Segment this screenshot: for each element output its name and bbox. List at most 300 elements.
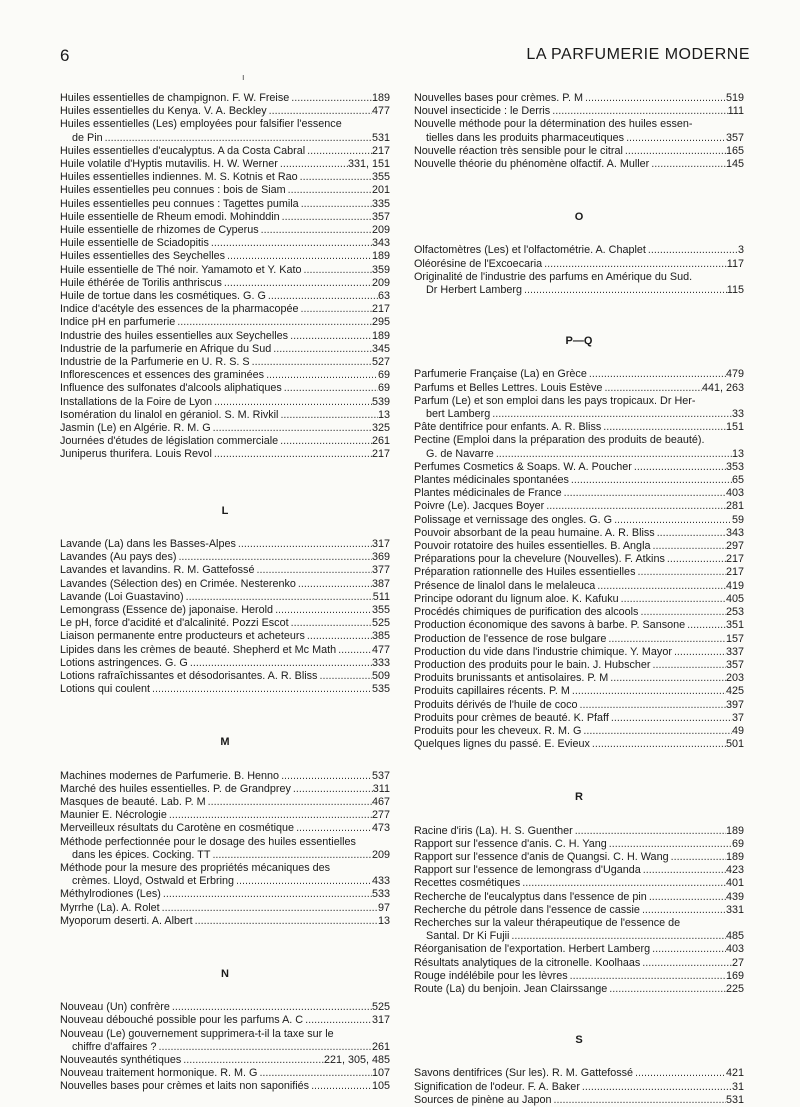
entry-title: Nouvelle réaction très sensible pour le citral [414, 144, 623, 157]
entry-page: 359 [371, 263, 390, 276]
entry-title: Masques de beauté. Lab. P. M [60, 795, 206, 808]
index-entry [60, 303, 390, 316]
entry-page: 467 [371, 795, 390, 808]
index-entry [60, 105, 390, 118]
dot-leader [646, 244, 738, 257]
entry-page: 369 [371, 551, 390, 564]
index-entry [414, 943, 744, 956]
section-h-i-j [60, 92, 390, 462]
entry-page: 325 [371, 422, 390, 435]
dot-leader [234, 875, 372, 888]
index-entry [414, 738, 744, 751]
entry-title: Recettes cosmétiques [414, 877, 521, 890]
index-entry [414, 92, 744, 105]
index-entry [60, 591, 390, 604]
index-entry [414, 725, 744, 738]
entry-title: Rapport sur l'essence d'anis. C. H. Yang [414, 837, 607, 850]
index-entry [60, 617, 390, 630]
entry-page: 385 [371, 630, 390, 643]
index-entry [60, 1001, 390, 1014]
index-entry [414, 566, 744, 579]
index-entry [414, 838, 744, 851]
entry-page: 217 [371, 303, 390, 316]
dot-leader [647, 891, 726, 904]
index-entry [414, 580, 744, 593]
section-heading-r: R [575, 791, 583, 804]
index-entry [414, 891, 744, 904]
entry-title: Lipides dans les crèmes de beauté. Shepherd et Mc Math [60, 643, 337, 656]
entry-continuation [414, 930, 744, 943]
dot-leader [267, 105, 372, 118]
dot-leader [278, 158, 348, 171]
entry-title: Plantes médicinales de France [414, 487, 562, 500]
entry-page: 13 [731, 447, 744, 460]
dot-leader [278, 409, 378, 422]
entry-title: Principe odorant du lignum aloe. K. Kafuku [414, 592, 619, 605]
dot-leader [303, 1014, 372, 1027]
dot-leader [522, 284, 727, 297]
dot-leader [509, 930, 726, 943]
entry-page: 485 [725, 930, 744, 943]
entry-page: 527 [371, 356, 390, 369]
dot-leader [211, 422, 372, 435]
dot-leader [193, 915, 378, 928]
entry-title: Nouvel insecticide : le Derris [414, 105, 551, 118]
dot-leader [602, 382, 702, 395]
index-entry [60, 1028, 390, 1054]
entry-title: Parfums et Belles Lettres. Louis Estève [414, 381, 603, 394]
entry-page: 353 [725, 460, 744, 473]
index-entry [60, 796, 390, 809]
index-entry [414, 1094, 744, 1107]
entry-title: Recherche de l'eucalyptus dans l'essence de pin [414, 890, 647, 903]
entry-title: Nouvelles bases pour crèmes. P. M [414, 92, 584, 104]
entry-title: Myoporum deserti. A. Albert [60, 914, 193, 927]
dot-leader [650, 943, 726, 956]
entry-title-continued: de Pin [72, 131, 103, 144]
section-s [414, 1067, 744, 1107]
index-entry [60, 888, 390, 901]
index-entry [414, 646, 744, 659]
entry-page: 337 [725, 645, 744, 658]
section-heading-n: N [221, 967, 229, 980]
index-entry [414, 699, 744, 712]
dot-leader [619, 593, 726, 606]
dot-leader [583, 92, 726, 105]
dot-leader [520, 877, 726, 890]
index-entry [60, 277, 390, 290]
entry-page: 145 [725, 158, 744, 171]
dot-leader [655, 527, 726, 540]
entry-page: 317 [371, 537, 390, 550]
entry-page: 357 [725, 658, 744, 671]
index-entry [60, 630, 390, 643]
index-entry [60, 770, 390, 783]
index-entry [60, 683, 390, 696]
entry-page: 401 [725, 877, 744, 890]
dot-leader [273, 604, 372, 617]
entry-page: 355 [371, 603, 390, 616]
entry-title: Lotions rafraîchissantes et désodorisantes. A. R. Bliss [60, 669, 318, 682]
entry-page: 403 [725, 487, 744, 500]
dot-leader [581, 725, 732, 738]
index-entry [60, 211, 390, 224]
index-entry [414, 514, 744, 527]
dot-leader [632, 461, 726, 474]
entry-page: 169 [725, 969, 744, 982]
entry-page: 331, 151 [347, 158, 390, 171]
index-entry [60, 670, 390, 683]
dot-leader [298, 171, 372, 184]
entry-title: Réorganisation de l'exportation. Herbert Lamberg [414, 943, 651, 956]
index-entry [60, 448, 390, 461]
index-entry [60, 118, 390, 144]
entry-page: 209 [371, 224, 390, 237]
entry-title: Nouvelle théorie du phénomène olfactif. A. Muller [414, 158, 650, 171]
entry-title: Huile éthérée de Torilis anthriscus [60, 276, 222, 289]
entry-page: 209 [371, 848, 390, 861]
dot-leader [299, 303, 372, 316]
index-entry [60, 158, 390, 171]
dot-leader [103, 132, 372, 145]
index-entry [60, 1080, 390, 1093]
dot-leader [612, 514, 732, 527]
entry-page: 225 [725, 982, 744, 995]
entry-title: Huiles essentielles (Les) employées pour falsifier l'essence [60, 118, 342, 131]
dot-leader [641, 864, 726, 877]
index-entry [414, 158, 744, 171]
dot-leader [606, 633, 726, 646]
entry-title: Huile essentielle de rhizomes de Cyperus [60, 224, 259, 237]
dot-leader [181, 1054, 324, 1067]
index-entry [414, 500, 744, 513]
dot-leader [685, 619, 726, 632]
dot-leader [209, 237, 372, 250]
page-number: 6 [60, 46, 70, 65]
entry-page: 345 [371, 342, 390, 355]
entry-page: 531 [725, 1093, 744, 1106]
entry-continuation [414, 284, 744, 297]
entry-page: 423 [725, 864, 744, 877]
dot-leader [568, 970, 726, 983]
entry-page: 13 [377, 408, 390, 421]
index-entry [60, 422, 390, 435]
index-entry [60, 250, 390, 263]
entry-title: Lemongrass (Essence de) japonaise. Herold [60, 603, 274, 616]
index-entry [414, 659, 744, 672]
print-mark: ı [242, 72, 245, 82]
entry-page: 189 [725, 824, 744, 837]
dot-leader [587, 368, 726, 381]
entry-title: Huiles essentielles de champignon. F. W. Freise [60, 92, 290, 104]
entry-title: Huile essentielle de Sciadopitis [60, 237, 209, 250]
entry-page: 63 [377, 290, 390, 303]
dot-leader [633, 1067, 726, 1080]
index-entry [414, 957, 744, 970]
index-entry [60, 836, 390, 862]
entry-page: 355 [371, 171, 390, 184]
dot-leader [305, 145, 372, 158]
dot-leader [170, 1001, 372, 1014]
entry-page: 189 [725, 850, 744, 863]
entry-title: Résultats analytiques de la citronelle. Koolhaas [414, 956, 641, 969]
dot-leader [669, 851, 726, 864]
index-entry [414, 970, 744, 983]
entry-continuation [60, 849, 390, 862]
dot-leader [222, 277, 372, 290]
dot-leader [286, 184, 372, 197]
index-entry [414, 851, 744, 864]
entry-page: 531 [371, 131, 390, 144]
entry-title: Produits brunissants et antisolaires. P. M [414, 672, 609, 685]
entry-page: 117 [726, 257, 744, 270]
entry-title: Production de l'essence de rose bulgare [414, 632, 607, 645]
entry-page: 477 [371, 105, 390, 118]
entry-title: Huiles essentielles d'eucalyptus. A da Costa Cabral [60, 144, 306, 157]
dot-leader [279, 770, 372, 783]
index-entry [414, 474, 744, 487]
index-entry [414, 271, 744, 297]
dot-leader [176, 551, 372, 564]
dot-leader [490, 408, 732, 421]
entry-page: 69 [377, 369, 390, 382]
running-title: LA PARFUMERIE MODERNE [526, 46, 750, 63]
entry-title: Préparations pour la chevelure (Nouvelles). F. Atkins [414, 553, 665, 566]
entry-title: Originalité de l'industrie des parfums en Amérique du Sud. [414, 270, 693, 283]
entry-title: Lotions astringences. G. G [60, 656, 188, 669]
entry-continuation [60, 132, 390, 145]
entry-title: Juniperus thurifera. Louis Revol [60, 448, 212, 461]
entry-page: 297 [725, 540, 744, 553]
section-heading-pq: P—Q [565, 335, 593, 348]
entry-page: 189 [371, 329, 390, 342]
index-entry [414, 904, 744, 917]
index-entry [414, 1067, 744, 1080]
dot-leader [609, 712, 732, 725]
entry-page: 343 [725, 526, 744, 539]
dot-leader [650, 540, 726, 553]
index-entry [60, 343, 390, 356]
entry-page: 525 [371, 1001, 390, 1014]
index-entry [414, 619, 744, 632]
entry-title: Production économique des savons à barbe. P. Sansone [414, 619, 686, 632]
index-entry [414, 395, 744, 421]
section-heading-s: S [575, 1034, 583, 1047]
entry-page: 405 [725, 592, 744, 605]
dot-leader [188, 657, 372, 670]
dot-leader [608, 672, 726, 685]
dot-leader [299, 198, 372, 211]
dot-leader [494, 448, 732, 461]
entry-page: 105 [371, 1080, 390, 1093]
dot-leader [650, 659, 726, 672]
entry-page: 261 [371, 435, 390, 448]
entry-title: Pectine (Emploi dans la préparation des produits de beauté). [414, 434, 705, 447]
entry-title: Pouvoir rotatoire des huiles essentielles. B. Angla [414, 540, 651, 553]
dot-leader [638, 606, 726, 619]
entry-title: Quelques lignes du passé. E. Evieux [414, 738, 590, 751]
entry-page: 473 [371, 822, 390, 835]
entry-title: Indice pH en parfumerie [60, 316, 176, 329]
dot-leader [302, 264, 372, 277]
dot-leader [250, 356, 372, 369]
entry-title: Produits pour crèmes de beauté. K. Pfaff [414, 711, 609, 724]
entry-continuation [60, 1041, 390, 1054]
dot-leader [150, 683, 372, 696]
entry-title-continued: bert Lamberg [426, 408, 491, 421]
entry-title: Méthode pour la mesure des propriétés mécaniques des [60, 861, 331, 874]
entry-page: 519 [725, 92, 744, 104]
entry-page: 221, 305, 485 [323, 1053, 390, 1066]
index-entry [414, 712, 744, 725]
entry-page: 13 [377, 914, 390, 927]
entry-page: 539 [371, 395, 390, 408]
section-heading-m: M [220, 736, 230, 749]
index-entry [414, 434, 744, 460]
index-entry [60, 783, 390, 796]
entry-page: 419 [725, 579, 744, 592]
entry-title: Nouveau (Un) confrère [60, 1001, 170, 1014]
entry-title-continued: crèmes. Lloyd, Ostwald et Erbring [72, 875, 235, 888]
dot-leader [640, 957, 732, 970]
dot-leader [254, 564, 372, 577]
entry-title-continued: Dr Herbert Lamberg [426, 284, 523, 297]
index-entry [414, 487, 744, 500]
dot-leader [184, 591, 373, 604]
index-column-left [60, 92, 390, 1094]
dot-leader [544, 500, 726, 513]
index-entry [414, 461, 744, 474]
entry-title: Signification de l'odeur. F. A. Baker [414, 1080, 580, 1093]
entry-title: Recherche du pétrole dans l'essence de cassie [414, 903, 640, 916]
dot-leader [649, 158, 726, 171]
entry-title: Présence de linalol dans le melaleuca [414, 579, 596, 592]
index-entry [414, 145, 744, 158]
entry-title: Huiles essentielles peu connues : bois de Siam [60, 184, 286, 197]
entry-title: Huiles essentielles du Kenya. V. A. Beckley [60, 105, 267, 118]
entry-title: Production des produits pour le bain. J. Hubscher [414, 658, 651, 671]
entry-page: 433 [371, 875, 390, 888]
index-entry [414, 118, 744, 144]
entry-page: 377 [371, 564, 390, 577]
entry-title: Pâte dentifrice pour enfants. A. R. Bliss [414, 421, 602, 434]
index-entry [414, 553, 744, 566]
dot-leader [266, 290, 378, 303]
entry-page: 525 [371, 617, 390, 630]
entry-title: Parfumerie Française (La) en Grèce [414, 368, 587, 381]
entry-page: 281 [725, 500, 744, 513]
dot-leader [336, 644, 372, 657]
entry-title: Industrie de la parfumerie en Afrique du Sud [60, 342, 272, 355]
dot-leader [623, 145, 726, 158]
entry-page: 479 [725, 368, 744, 381]
dot-leader [569, 474, 732, 487]
entry-page: 333 [371, 656, 390, 669]
dot-leader [309, 1080, 372, 1093]
index-entry [60, 915, 390, 928]
dot-leader [289, 617, 372, 630]
index-entry [414, 983, 744, 996]
dot-leader [542, 258, 727, 271]
entry-page: 107 [371, 1067, 390, 1080]
dot-leader [278, 435, 372, 448]
index-entry [414, 258, 744, 271]
entry-title: Lavandes (Sélection des) en Crimée. Nesterenko [60, 577, 296, 590]
entry-page: 509 [371, 669, 390, 682]
entry-title: Le pH, force d'acidité et d'alcalinité. Pozzi Escot [60, 617, 289, 630]
index-entry [414, 825, 744, 838]
entry-page: 115 [726, 284, 744, 297]
index-entry [414, 382, 744, 395]
entry-page: 261 [371, 1040, 390, 1053]
index-entry [414, 877, 744, 890]
entry-title-continued: dans les épices. Cocking. TT [72, 848, 211, 861]
entry-title: Nouveau débouché possible pour les parfums A. C [60, 1014, 304, 1027]
index-entry [60, 184, 390, 197]
index-entry [414, 672, 744, 685]
section-heading-o: O [574, 211, 584, 224]
entry-title: Produits capillaires récents. P. M [414, 685, 570, 698]
dot-leader [264, 369, 378, 382]
entry-title-continued: Santal. Dr Ki Fujii [426, 930, 510, 943]
entry-page: 203 [725, 672, 744, 685]
section-pq [414, 368, 744, 751]
dot-leader [570, 685, 726, 698]
index-column-right [414, 92, 744, 1107]
dot-leader [607, 983, 726, 996]
entry-continuation [414, 408, 744, 421]
entry-continuation [60, 875, 390, 888]
index-entry [414, 540, 744, 553]
entry-title-continued: tielles dans les produits pharmaceutiques [426, 131, 625, 144]
index-entry [60, 902, 390, 915]
entry-continuation [414, 448, 744, 461]
dot-leader [212, 448, 372, 461]
dot-leader [607, 838, 732, 851]
index-entry [60, 564, 390, 577]
entry-title: Lavandes et lavandins. R. M. Gattefossé [60, 564, 255, 577]
index-entry [414, 685, 744, 698]
entry-page: 59 [731, 513, 744, 526]
entry-title: Pouvoir absorbant de la peau humaine. A. R. Bliss [414, 526, 655, 539]
index-entry [60, 356, 390, 369]
index-entry [414, 917, 744, 943]
entry-title: Procédés chimiques de purification des alcools [414, 606, 639, 619]
dot-leader [167, 809, 372, 822]
page-header [60, 46, 750, 66]
entry-title: Plantes médicinales spontanées [414, 474, 569, 487]
entry-page: 217 [725, 553, 744, 566]
dot-leader [580, 1081, 732, 1094]
entry-page: 217 [725, 566, 744, 579]
entry-page: 387 [371, 577, 390, 590]
dot-leader [271, 343, 372, 356]
entry-page: 439 [725, 890, 744, 903]
index-entry [60, 1067, 390, 1080]
dot-leader [175, 316, 372, 329]
dot-leader [257, 1067, 372, 1080]
dot-leader [236, 538, 372, 551]
entry-page: 425 [725, 685, 744, 698]
entry-page: 111 [727, 105, 744, 118]
entry-title: Huiles essentielles indiennes. M. S. Kotnis et Rao [60, 171, 298, 184]
entry-page: 69 [377, 382, 390, 395]
entry-title: Myrrhe (La). A. Rolet [60, 901, 160, 914]
dot-leader [157, 1041, 372, 1054]
entry-title: Merveilleux résultats du Carotène en cosmétique [60, 822, 295, 835]
dot-leader [601, 421, 726, 434]
entry-title: Isomération du linalol en géraniol. S. M. Rivkil [60, 408, 279, 421]
